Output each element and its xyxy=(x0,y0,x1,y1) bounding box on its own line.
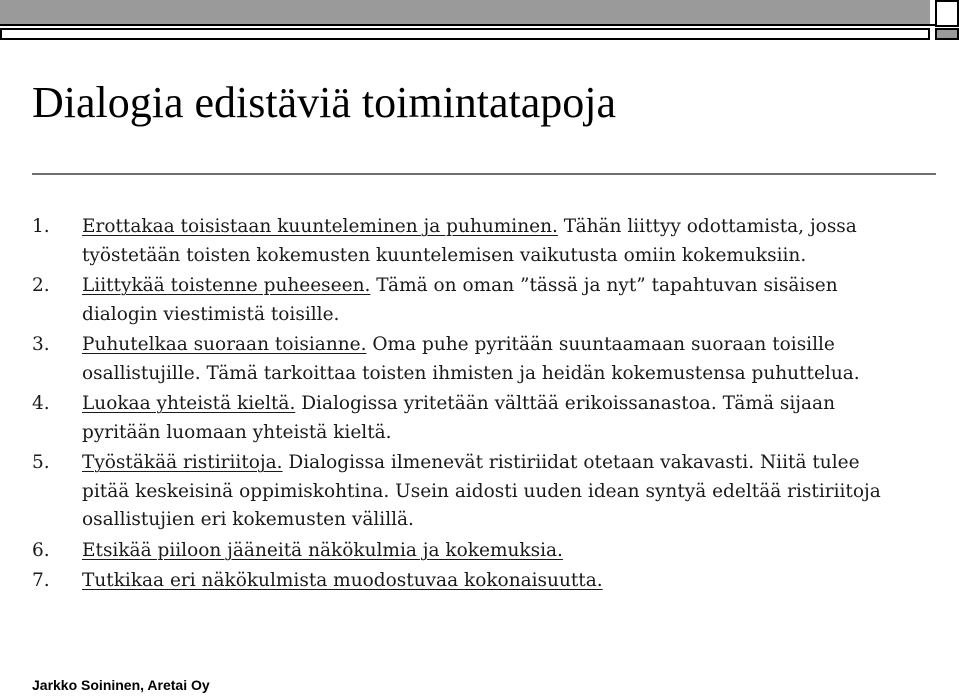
item-number: 6. xyxy=(32,539,50,561)
item-text: Tämä on oman ”tässä ja nyt” tapahtuvan sisäisen dialogin viestimistä toisille. xyxy=(82,275,838,325)
list-item xyxy=(0,449,959,535)
item-heading: Tutkikaa eri näkökulmista muodostuvaa kokonaisuutta. xyxy=(82,570,603,591)
top-bar-strip xyxy=(0,28,930,40)
item-number: 3. xyxy=(32,334,50,355)
list-item xyxy=(0,390,959,447)
list-item xyxy=(0,272,959,329)
item-text: Dialogissa yritetään välttää erikoissanastoa. Tämä sijaan pyritään luomaan yhteistä kieltä. xyxy=(82,393,835,443)
item-number: 7. xyxy=(32,570,50,591)
item-heading: Puhutelkaa suoraan toisianne. xyxy=(82,334,367,355)
practice-list xyxy=(0,213,959,598)
item-number: 2. xyxy=(32,275,50,296)
item-heading: Etsikää piiloon jääneitä näkökulmia ja kokemuksia. xyxy=(82,539,563,561)
item-heading: Liittykää toistenne puheeseen. xyxy=(82,275,371,296)
item-text: Oma puhe pyritään suuntaamaan suoraan toisille osallistujille. Tämä tarkoittaa toisten ihmisten ja heidän kokemustensa puhuttelua. xyxy=(82,334,860,384)
list-item xyxy=(0,567,959,596)
title-divider xyxy=(32,173,936,175)
item-number: 1. xyxy=(32,216,50,237)
item-number: 5. xyxy=(32,452,50,473)
top-bar-line xyxy=(0,24,959,26)
item-text: Dialogissa ilmenevät ristiriidat otetaan vakavasti. Niitä tulee pitää keskeisinä oppimiskohtina. Usein aidosti uuden idean syntyä edeltää ristiriitoja osallistujien eri kokemusten välillä. xyxy=(82,452,881,530)
item-heading: Työstäkää ristiriitoja. xyxy=(82,452,283,473)
item-heading: Erottakaa toisistaan kuunteleminen ja puhuminen. xyxy=(82,216,558,237)
footer-credit: Jarkko Soininen, Aretai Oy xyxy=(32,677,210,693)
list-item xyxy=(0,537,959,566)
list-item xyxy=(0,213,959,270)
item-number: 4. xyxy=(32,393,50,414)
slide-title: Dialogia edistäviä toimintatapoja xyxy=(32,78,617,127)
top-decorative-bar xyxy=(0,0,959,42)
item-text: Tähän liittyy odottamista, jossa työstetään toisten kokemusten kuuntelemisen vaikutusta omiin kokemuksiin. xyxy=(82,216,857,266)
item-heading: Luokaa yhteistä kieltä. xyxy=(82,393,296,414)
list-item xyxy=(0,331,959,388)
top-bar-fill xyxy=(0,0,930,24)
top-bar-corner-box xyxy=(935,0,959,27)
top-bar-corner-small-box xyxy=(935,28,959,40)
